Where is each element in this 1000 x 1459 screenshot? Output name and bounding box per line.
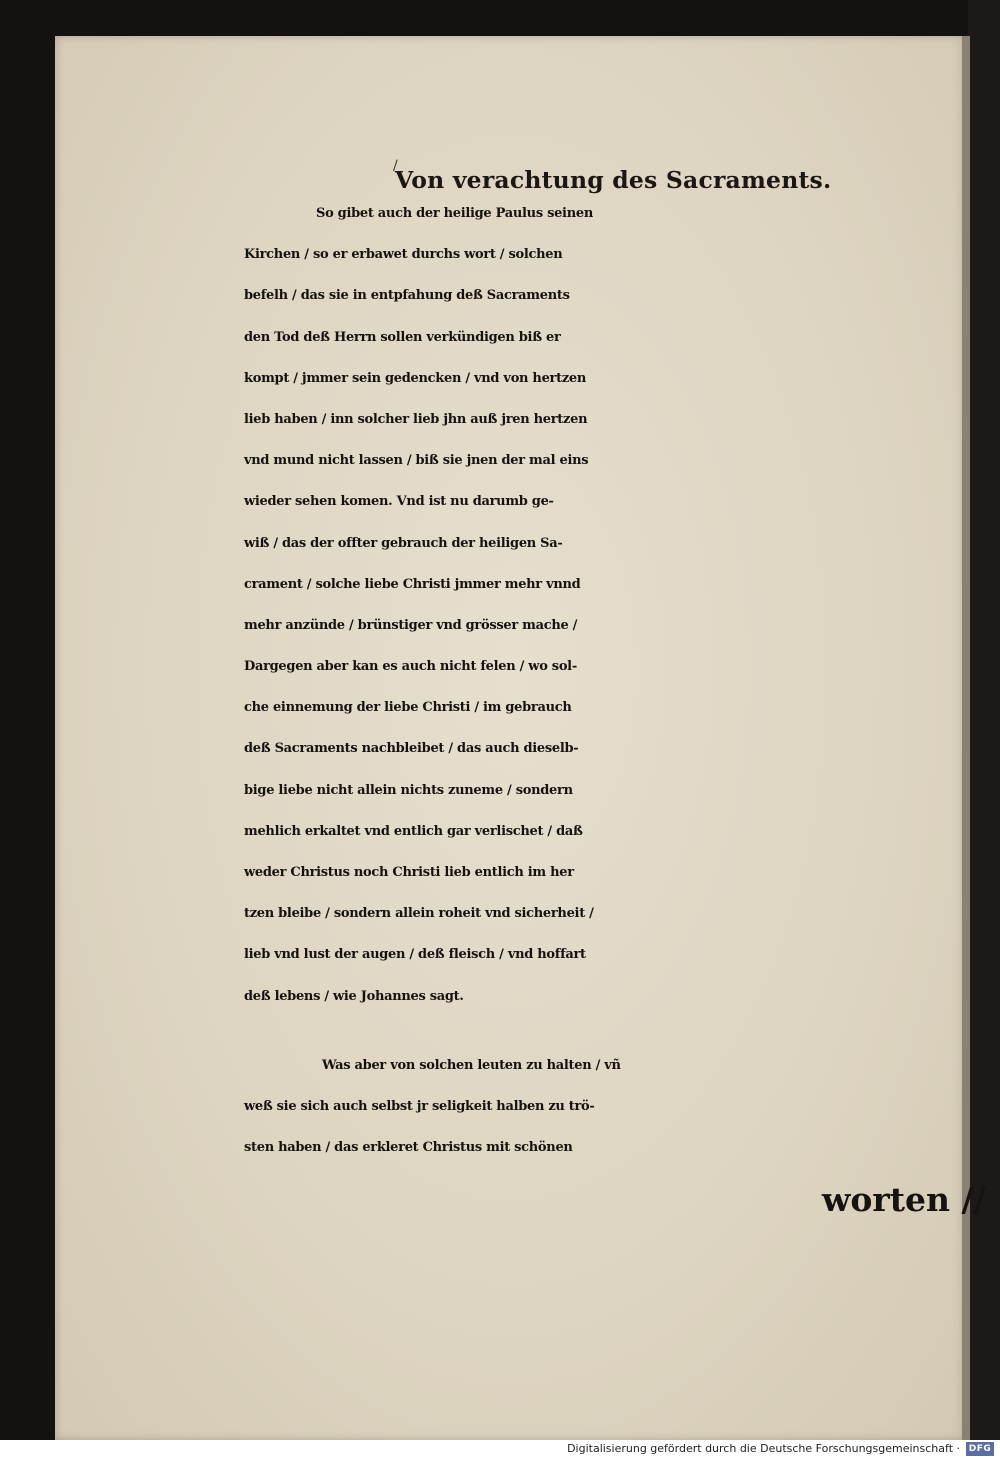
text-line: mehr anzünde / brünstiger vnd grösser mache /	[244, 617, 578, 633]
text-line: weß sie sich auch selbst jr seligkeit halben zu trö-	[244, 1099, 595, 1115]
text-line: vnd mund nicht lassen / biß sie jnen der mal eins	[244, 453, 589, 469]
text-line: befelh / das sie in entpfahung deß Sacraments	[244, 288, 570, 304]
text-line: deß Sacraments nachbleibet / das auch dieselb-	[244, 741, 579, 757]
text-line: tzen bleibe / sondern allein roheit vnd sicherheit /	[244, 906, 594, 922]
text-line: sten haben / das erkleret Christus mit schönen	[244, 1140, 573, 1156]
text-line: lieb vnd lust der augen / deß fleisch / vnd hoffart	[244, 947, 586, 963]
text-line: Dargegen aber kan es auch nicht felen / wo sol-	[244, 659, 577, 675]
text-line: den Tod deß Herrn sollen verkündigen biß er	[244, 329, 561, 345]
text-line: bige liebe nicht allein nichts zuneme / sondern	[244, 782, 573, 798]
text-line: wieder sehen komen. Vnd ist nu darumb ge-	[244, 494, 554, 510]
text-line: lieb haben / inn solcher lieb jhn auß jren hertzen	[244, 411, 588, 427]
text-line: So gibet auch der heilige Paulus seinen	[316, 206, 593, 221]
funding-credit: Digitalisierung gefördert durch die Deutsche Forschungsgemeinschaft ·	[567, 1442, 960, 1455]
paragraph-2	[244, 1045, 964, 1169]
catchword: worten //	[822, 1180, 986, 1219]
text-line: kompt / jmmer sein gedencken / vnd von hertzen	[244, 370, 587, 386]
running-title: Von verachtung des Sacraments.	[395, 166, 832, 194]
text-line: che einnemung der liebe Christi / im gebrauch	[244, 700, 572, 716]
paragraph-1	[244, 193, 964, 1017]
text-line: weder Christus noch Christi lieb entlich im her	[244, 865, 574, 880]
text-line: deß lebens / wie Johannes sagt.	[244, 988, 464, 1004]
ink-mark: /	[393, 158, 398, 174]
scan-border-top	[0, 0, 1000, 36]
scan-border-right	[968, 0, 1000, 1440]
text-line: Kirchen / so er erbawet durchs wort / solchen	[244, 247, 563, 263]
digitization-footer	[0, 1440, 1000, 1459]
text-line: mehlich erkaltet vnd entlich gar verlischet / daß	[244, 823, 583, 839]
scan-border-left	[0, 0, 55, 1440]
dfg-logo: DFG	[966, 1442, 994, 1456]
text-line: wiß / das der offter gebrauch der heiligen Sa-	[244, 535, 563, 551]
text-line: Was aber von solchen leuten zu halten / vñ	[322, 1058, 621, 1073]
text-line: crament / solche liebe Christi jmmer mehr vnnd	[244, 576, 581, 592]
